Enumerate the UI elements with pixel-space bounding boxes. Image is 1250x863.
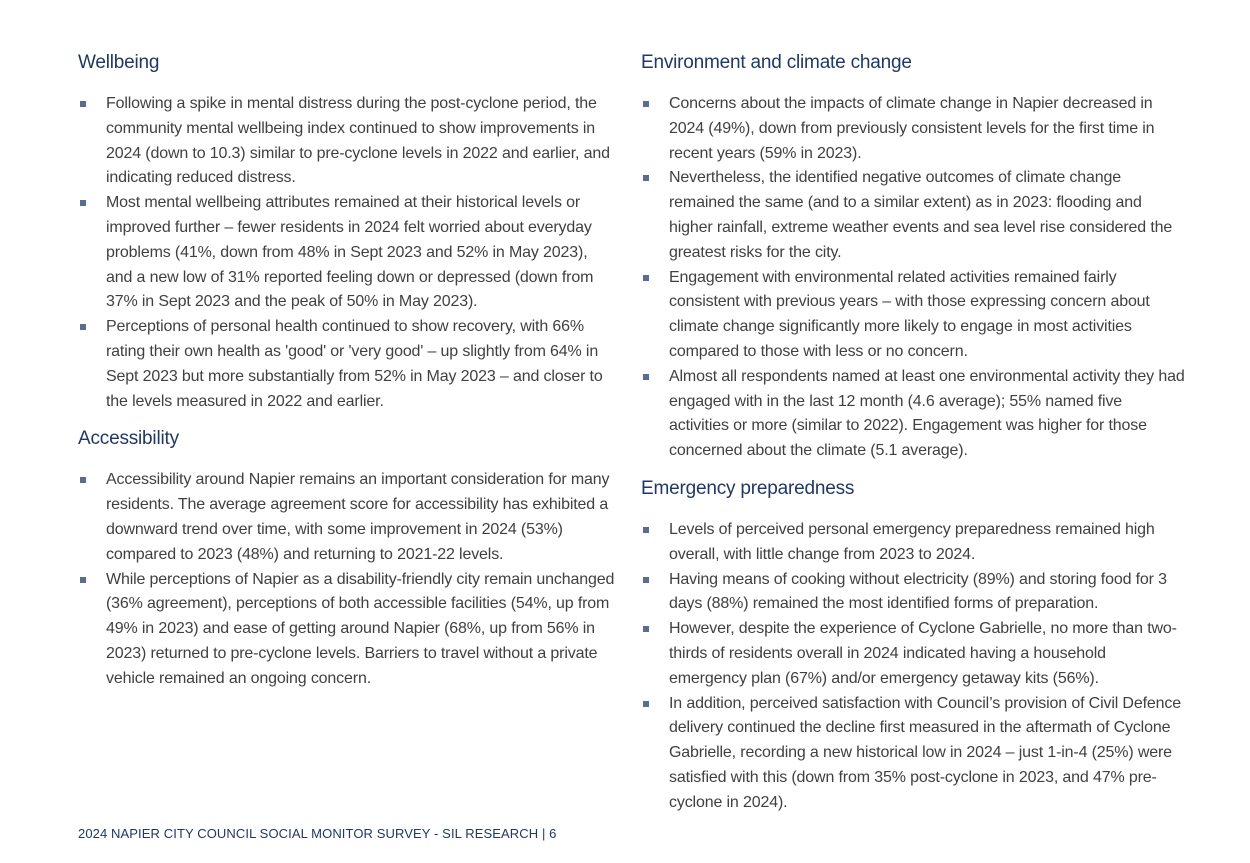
square-bullet-icon <box>643 175 649 181</box>
square-bullet-icon <box>643 275 649 281</box>
bullet-text: Perceptions of personal health continued to show recovery, with 66% rating their own health as 'good' or 'very good' – up slightly from 64% in Sept 2023 but more substantially from 52% in May 2023 – and closer to the levels measured in 2022 and earlier. <box>106 318 603 410</box>
square-bullet-icon <box>643 374 649 380</box>
bullet-item <box>641 92 1186 166</box>
bullet-text: In addition, perceived satisfaction with Council’s provision of Civil Defence delivery continued the decline first measured in the aftermath of Cyclone Gabrielle, recording a new historical low in 2024 – just 1-in-4 (25%) were satisfied with this (down from 35% post-cyclone in 2023, and 47% pre-cyclone in 2024). <box>669 694 1181 811</box>
section-heading: Emergency preparedness <box>641 477 855 499</box>
bullet-text: Nevertheless, the identified negative outcomes of climate change remained the same (and to a similar extent) as in 2023: flooding and higher rainfall, extreme weather events and sea level rise considered the greatest risks for the city. <box>669 169 1173 261</box>
bullet-item <box>641 266 1186 365</box>
bullet-text: Having means of cooking without electricity (89%) and storing food for 3 days (88%) remained the most identified forms of preparation. <box>669 570 1167 613</box>
square-bullet-icon <box>80 324 86 330</box>
bullet-item <box>641 166 1186 265</box>
section-heading: Wellbeing <box>78 52 160 73</box>
square-bullet-icon <box>80 577 86 583</box>
bullet-item <box>641 518 1186 568</box>
square-bullet-icon <box>643 101 649 107</box>
square-bullet-icon <box>80 101 86 107</box>
bullet-item <box>78 92 618 191</box>
bullet-item <box>641 617 1186 691</box>
bullet-item <box>78 568 618 692</box>
bullet-item <box>78 468 618 567</box>
section-heading: Accessibility <box>78 428 179 450</box>
bullet-text: However, despite the experience of Cyclone Gabrielle, no more than two-thirds of residents overall in 2024 indicated having a household emergency plan (67%) and/or emergency getaway kits (56%). <box>669 620 1177 687</box>
bullet-text: Following a spike in mental distress during the post-cyclone period, the community mental wellbeing index continued to show improvements in 2024 (down to 10.3) similar to pre-cyclone levels in 2022 and earlier, and indicating reduced distress. <box>106 95 610 187</box>
left-column <box>78 48 618 702</box>
square-bullet-icon <box>643 626 649 632</box>
bullet-item <box>78 191 618 315</box>
bullet-text: Engagement with environmental related activities remained fairly consistent with previous years – with those expressing concern about climate change significantly more likely to engage in most activities compared to those with less or no concern. <box>669 268 1150 360</box>
bullet-item <box>641 365 1186 464</box>
section-emergency <box>641 474 1186 816</box>
bullet-text: Concerns about the impacts of climate change in Napier decreased in 2024 (49%), down from previously consistent levels for the first time in recent years (59% in 2023). <box>669 95 1155 162</box>
bullet-text: While perceptions of Napier as a disability-friendly city remain unchanged (36% agreement), perceptions of both accessible facilities (54%, up from 49% in 2023) and ease of getting around Napier (68%, up from 56% in 2023) returned to pre-cyclone levels. Barriers to travel without a private vehicle remained an ongoing concern. <box>106 570 615 687</box>
bullet-list <box>78 468 618 691</box>
right-column <box>641 48 1186 826</box>
section-environment <box>641 48 1186 464</box>
bullet-item <box>78 315 618 414</box>
bullet-list <box>641 518 1186 816</box>
bullet-text: Most mental wellbeing attributes remained at their historical levels or improved further – fewer residents in 2024 felt worried about everyday problems (41%, down from 48% in Sept 2023 and 52% in May 2023), and a new low of 31% reported feeling down or depressed (down from 37% in Sept 2023 and the peak of 50% in May 2023). <box>106 194 594 311</box>
bullet-list <box>641 92 1186 464</box>
page-footer: 2024 NAPIER CITY COUNCIL SOCIAL MONITOR SURVEY - SIL RESEARCH | 6 <box>78 826 557 841</box>
bullet-list <box>78 92 618 414</box>
square-bullet-icon <box>80 477 86 483</box>
square-bullet-icon <box>80 200 86 206</box>
square-bullet-icon <box>643 577 649 583</box>
bullet-item <box>641 568 1186 618</box>
square-bullet-icon <box>643 701 649 707</box>
bullet-text: Almost all respondents named at least one environmental activity they had engaged with in the last 12 month (4.6 average); 55% named five activities or more (similar to 2022). Engagement was higher for those concerned about the climate (5.1 average). <box>669 367 1185 460</box>
bullet-item <box>641 692 1186 816</box>
bullet-text: Accessibility around Napier remains an important consideration for many residents. The average agreement score for accessibility has exhibited a downward trend over time, with some improvement in 2024 (53%) compared to 2023 (48%) and returning to 2021-22 levels. <box>106 471 610 563</box>
section-accessibility <box>78 424 618 691</box>
section-wellbeing <box>78 48 618 414</box>
bullet-text: Levels of perceived personal emergency preparedness remained high overall, with little change from 2023 to 2024. <box>669 520 1155 563</box>
section-heading: Environment and climate change <box>641 52 912 73</box>
square-bullet-icon <box>643 527 649 533</box>
